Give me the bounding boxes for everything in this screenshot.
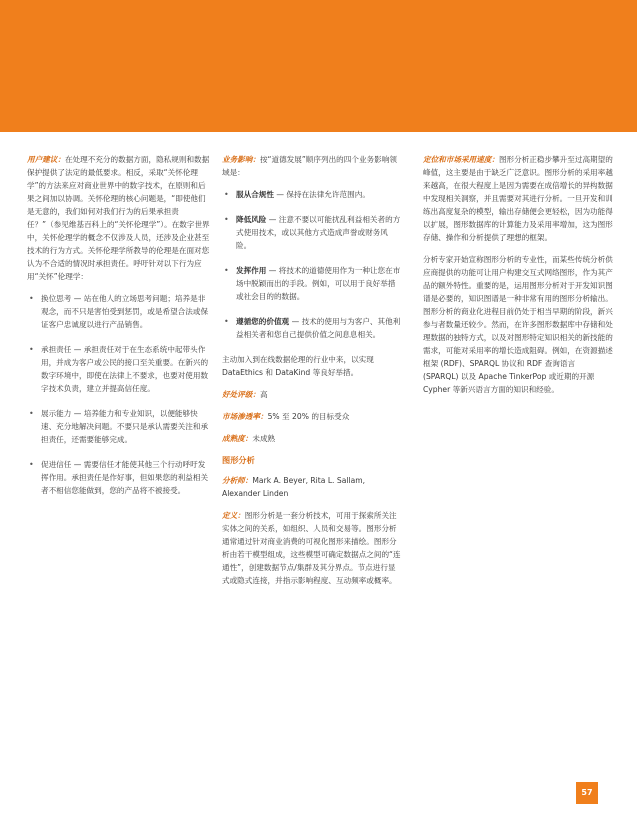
list-item-term: 遵循您的价值观 — [236, 317, 290, 326]
column-2 — [222, 153, 402, 596]
position-adoption-paragraph — [423, 153, 613, 244]
list-item-term: 降低风险 — [236, 215, 267, 224]
analysts-value: Mark A. Beyer, Rita L. Sallam, Alexander Linden — [222, 476, 366, 498]
list-item-text: 换位思考 — 站在他人的立场思考问题；培养是非观念，而不只是害怕受到惩罚，或是希望合法或保证客户忠诚度以进行产品销售。 — [41, 294, 209, 329]
user-advice-text: 在处理不充分的数据方面，隐私规则和数据保护提供了法定的最低要求。相反，采取“关怀伦理学”的方法来应对商业世界中的数字技术，在原则和后果之间加以协调。关怀伦理的核心问题是，“即使他们是无意的，我们如何对我们行为的后果承担责任？”（参见维基百科上的“关怀伦理学”）。在数字世界中，关怀伦理学的概念不仅涉及人员，还涉及企业甚至技术的行为方式。关怀伦理学所教导的伦理是在面对您认为不合适的情况时承担责任。呼吁针对以下行为应用“关怀”伦理学： — [27, 155, 210, 281]
list-item — [222, 264, 402, 303]
maturity — [222, 432, 402, 445]
position-adoption-text: 图形分析正稳步攀升至过高期望的峰值，这主要是由于缺乏广泛意识。图形分析的采用率越来越高，在很大程度上是因为需要在成倍增长的异构数据中发现相关洞察，并且需要对其进行分析。一旦开发和训练出高度复杂的模型，输出存储便会更轻松，因为功能得以扩展，图形数据库的计算能力及采用率增加，这为图形存储、操作和分析提供了理想的框架。 — [423, 155, 613, 242]
list-item-text: 促进信任 — 需要信任才能使其他三个行动呼吁发挥作用。承担责任是作好事，但如果您的利益相关者不相信您能做到，您的产品将不被接受。 — [41, 460, 209, 495]
list-item — [27, 458, 210, 497]
section-title: 图形分析 — [222, 455, 255, 465]
market-penetration-value: 5% 至 20% 的目标受众 — [267, 412, 350, 421]
definition-label: 定义： — [222, 511, 245, 520]
benefit-rating-value: 高 — [259, 390, 268, 399]
maturity-value: 未成熟 — [252, 434, 276, 443]
list-item-text: 承担责任 — 承担责任对于在生态系统中起带头作用，并成为客户或公民的接口至关重要。在新兴的数字环境中，即使在法律上不要求，也要对使用数字技术负责，建立并提高信任度。 — [41, 345, 209, 393]
list-item-term: 服从合规性 — [236, 190, 274, 199]
list-item — [222, 315, 402, 341]
business-impact-paragraph — [222, 153, 402, 179]
analysts — [222, 474, 402, 500]
initiatives-paragraph: 主动加入到在线数据伦理的行业中来，以实现 DataEthics 和 DataKind 等良好举措。 — [222, 355, 374, 377]
list-item-text: — 将技术的道德使用作为一种让您在市场中脱颖而出的手段。例如，可以用于良好举措或社会目的的数据。 — [236, 266, 401, 301]
list-item — [222, 213, 402, 252]
list-item-term: 发挥作用 — [236, 266, 267, 275]
business-impact-text: 按“道德发展”顺序列出的四个业务影响领域是： — [222, 155, 397, 177]
maturity-label: 成熟度： — [222, 434, 253, 443]
benefit-rating — [222, 388, 402, 401]
column-1 — [27, 153, 210, 509]
analysis-paragraph: 分析专家开始宣称图形分析的专业性，而某些传统分析供应商提供的功能可让用户构建交互式网络图形，作为其产品的额外特性。重要的是，运用图形分析对于开发知识图谱是必要的，知识图谱是一种非常有用的图形分析输出。图形分析的商业化进程目前仍处于相当早期的阶段，新兴参与者数量还较少。然而，在许多图形数据库中存储和处理数据的独特方式，以及对图形特定知识相关的新技能的需求，可能对采用率的增长造成阻碍。例如，在资源描述框架 (RDF)、SPARQL 协议和 RDF 查询语言 (SPARQL) 以及 Apache TinkerPop 或近期的开源 Cypher 等新兴语言方面的知识和经验。 — [423, 255, 613, 394]
list-item-text: 展示能力 — 培养能力和专业知识，以便能够快速、充分地解决问题。不要只是承认需要关注和承担责任，还需要能够完成。 — [41, 409, 209, 444]
list-item — [27, 343, 210, 395]
list-item-text: — 技术的使用与为客户、其他利益相关者和您自己提供价值之间息息相关。 — [236, 317, 401, 339]
page-number: 57 — [576, 782, 598, 804]
list-item-text: — 保持在法律允许范围内。 — [273, 190, 370, 199]
user-advice-paragraph — [27, 153, 210, 283]
definition-text: 图形分析是一套分析技术，可用于探索所关注实体之间的关系，如组织、人员和交易等。图形分析通常通过针对商业消费的可视化图形来描绘。图形分析由若干模型组成，这些模型可确定数据点之间的“连通性”，创建数据节点/集群及其分界点。节点进行显式或隐式连接，并指示影响程度、互动频率或概率。 — [222, 511, 401, 585]
business-impact-label: 业务影响： — [222, 155, 260, 164]
definition — [222, 509, 402, 587]
list-item-text: — 注意不要以可能扰乱利益相关者的方式使用技术，或以其他方式造成声誉或财务风险。 — [236, 215, 401, 250]
market-penetration — [222, 410, 402, 423]
user-advice-label: 用户建议： — [27, 155, 65, 164]
market-penetration-label: 市场渗透率： — [222, 412, 268, 421]
list-item — [222, 188, 402, 201]
analysts-label: 分析师： — [222, 476, 253, 485]
header-banner — [0, 0, 637, 132]
column-3 — [423, 153, 613, 405]
benefit-rating-label: 好处评级： — [222, 390, 260, 399]
list-item — [27, 292, 210, 331]
position-adoption-label: 定位和市场采用速度： — [423, 155, 499, 164]
list-item — [27, 407, 210, 446]
